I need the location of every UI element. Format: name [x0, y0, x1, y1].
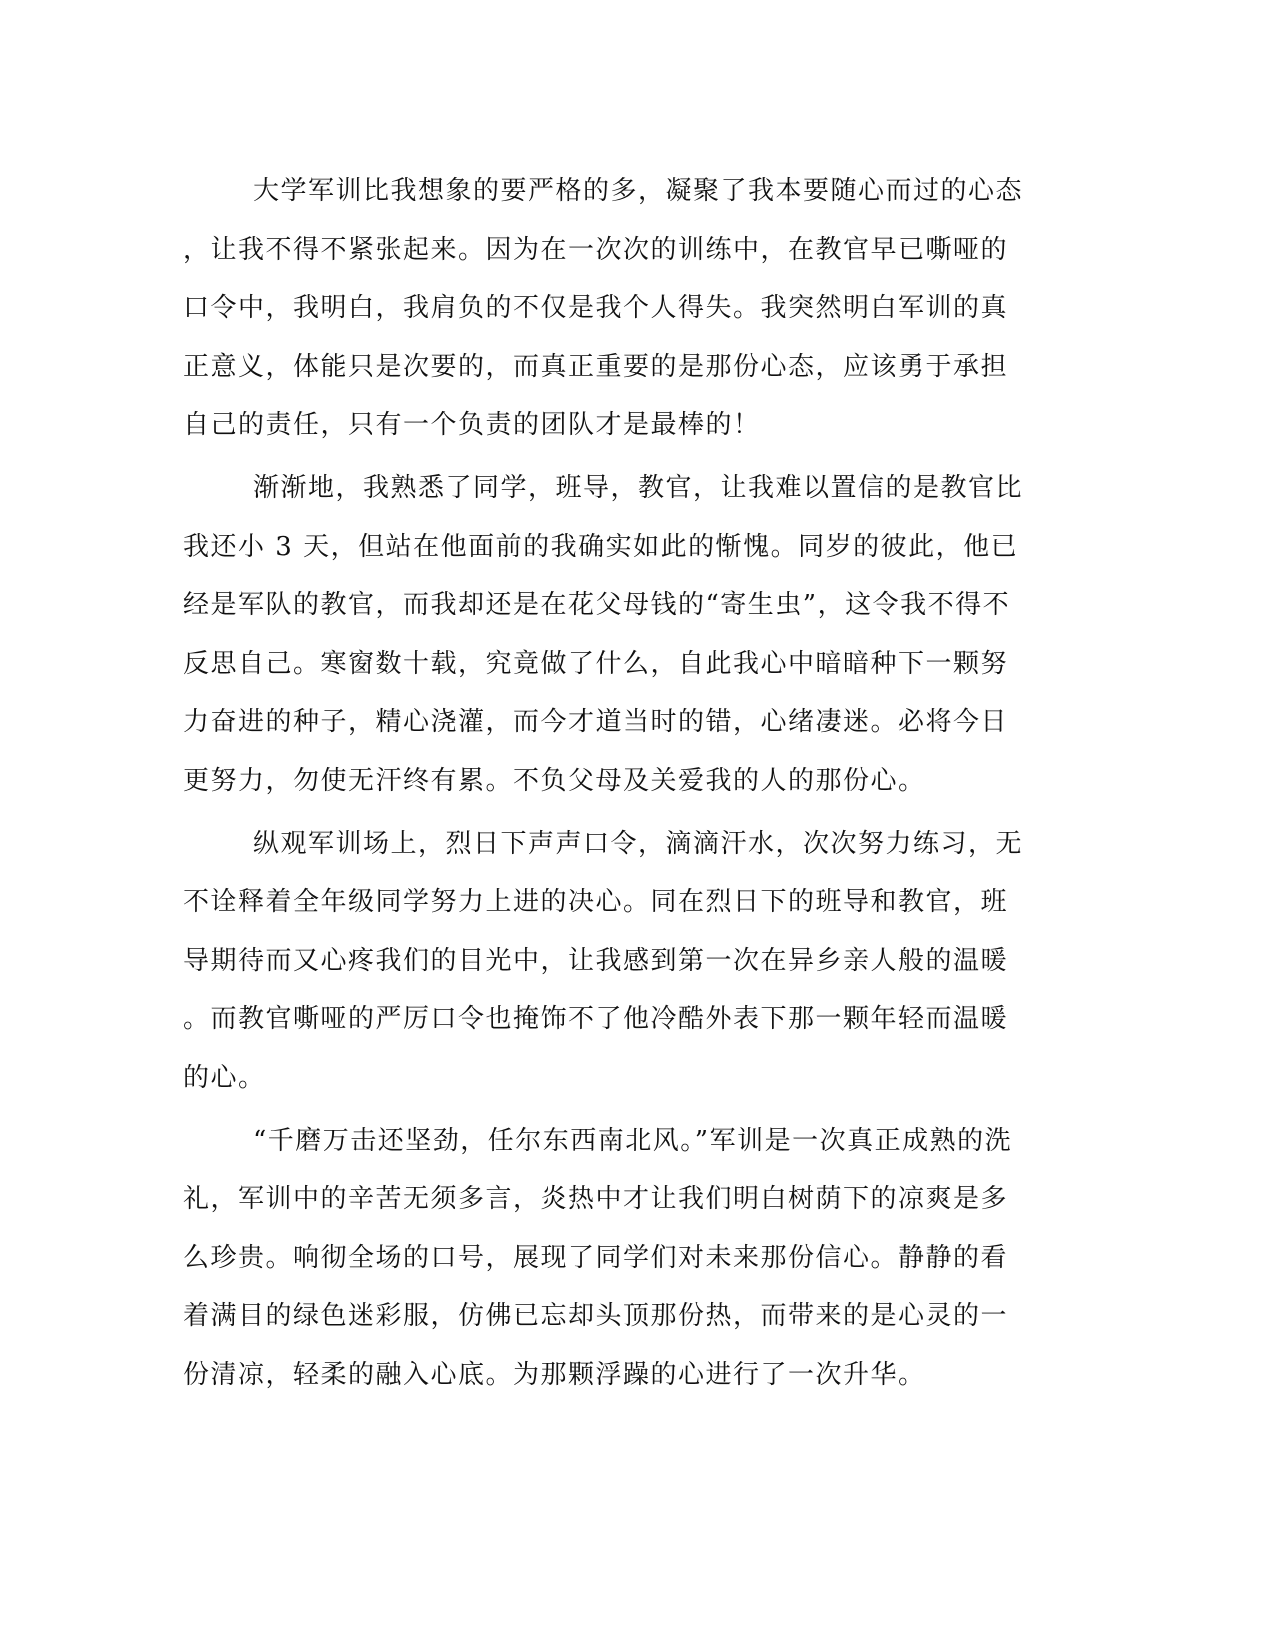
- paragraph-line: 渐渐地，我熟悉了同学，班导，教官，让我难以置信的是教官比: [253, 472, 1024, 503]
- paragraph-line: 着满目的绿色迷彩服，仿佛已忘却头顶那份热，而带来的是心灵的一: [183, 1301, 1009, 1332]
- paragraph-line: 。而教官嘶哑的严厉口令也掩饰不了他冷酷外表下那一颗年轻而温暖: [183, 1004, 1009, 1035]
- paragraph-line: 导期待而又心疼我们的目光中，让我感到第一次在异乡亲人般的温暖: [183, 945, 1009, 976]
- paragraph-4: [183, 1112, 1023, 1405]
- paragraph-line: 反思自己。寒窗数十载，究竟做了什么，自此我心中暗暗种下一颗努: [183, 648, 1009, 679]
- paragraph-line: 口令中，我明白，我肩负的不仅是我个人得失。我突然明白军训的真: [183, 293, 1009, 324]
- paragraph-1: [183, 162, 1023, 455]
- paragraph-line: “千磨万击还坚劲，任尔东西南北风。”军训是一次真正成熟的洗: [253, 1125, 1013, 1156]
- paragraph-line: 份清凉，轻柔的融入心底。为那颗浮躁的心进行了一次升华。: [183, 1359, 926, 1390]
- paragraph-3: [183, 815, 1023, 1108]
- paragraph-line: 经是军队的教官，而我却还是在花父母钱的“寄生虫”，这令我不得不: [183, 590, 1011, 621]
- paragraph-line: 我还小 3 天，但站在他面前的我确实如此的惭愧。同岁的彼此，他已: [183, 531, 1019, 562]
- paragraph-line: 么珍贵。响彻全场的口号，展现了同学们对未来那份信心。静静的看: [183, 1242, 1009, 1273]
- paragraph-line: 礼，军训中的辛苦无须多言，炎热中才让我们明白树荫下的凉爽是多: [183, 1184, 1009, 1215]
- paragraph-line: 的心。: [183, 1062, 266, 1093]
- paragraph-2: [183, 459, 1023, 811]
- paragraph-line: 正意义，体能只是次要的，而真正重要的是那份心态，应该勇于承担: [183, 351, 1009, 382]
- paragraph-line: 更努力，勿使无汗终有累。不负父母及关爱我的人的那份心。: [183, 765, 926, 796]
- paragraph-line: 不诠释着全年级同学努力上进的决心。同在烈日下的班导和教官，班: [183, 887, 1009, 918]
- paragraph-line: 大学军训比我想象的要严格的多，凝聚了我本要随心而过的心态: [253, 176, 1024, 206]
- paragraph-line: ，让我不得不紧张起来。因为在一次次的训练中，在教官早已嘶哑的: [183, 234, 1009, 265]
- paragraph-line: 纵观军训场上，烈日下声声口令，滴滴汗水，次次努力练习，无: [253, 828, 1024, 859]
- paragraph-line: 自己的责任，只有一个负责的团队才是最棒的！: [183, 410, 761, 441]
- paragraph-line: 力奋进的种子，精心浇灌，而今才道当时的错，心绪凄迷。必将今日: [183, 707, 1009, 738]
- document-body: [183, 162, 1023, 1408]
